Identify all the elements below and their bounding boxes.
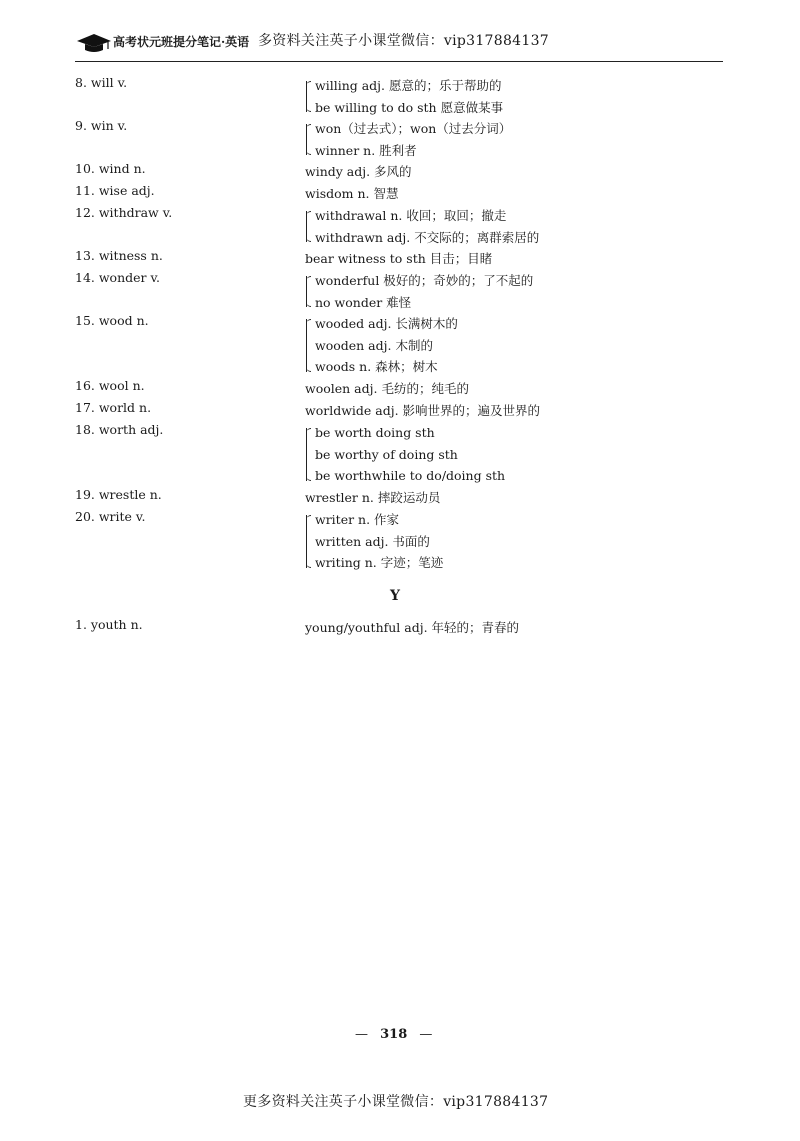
- derived-form: no wonder 难怪: [315, 294, 412, 310]
- derived-form: wisdom n. 智慧: [305, 186, 399, 201]
- derived-forms: [305, 617, 519, 639]
- derived-forms: [305, 161, 412, 183]
- derived-form: withdrawn adj. 不交际的；离群索居的: [315, 229, 540, 245]
- derived-form: be worthy of doing sth: [315, 446, 458, 462]
- derived-forms: [305, 75, 503, 118]
- derived-forms: [305, 183, 398, 205]
- header-promo: 多资料关注英子小课堂微信：vip317884137: [258, 33, 550, 49]
- headword: 1. youth n.: [75, 617, 143, 632]
- derived-form: winner n. 胜利者: [315, 142, 417, 158]
- derived-form: won（过去式）；won（过去分词）: [315, 121, 512, 136]
- derived-forms: [305, 400, 540, 422]
- derived-form: young/youthful adj. 年轻的；青春的: [305, 620, 520, 635]
- derived-form: be worth doing sth: [315, 425, 435, 440]
- headword: 12. withdraw v.: [75, 205, 173, 220]
- headword: 9. win v.: [75, 118, 128, 133]
- derived-forms: [305, 118, 511, 161]
- derived-form: written adj. 书面的: [315, 533, 430, 549]
- derived-form: wrestler n. 摔跤运动员: [305, 490, 441, 505]
- derived-form: writing n. 字迹；笔迹: [315, 555, 444, 570]
- derived-form: writer n. 作家: [315, 512, 400, 527]
- derived-form: willing adj. 愿意的；乐于帮助的: [315, 78, 502, 93]
- headword: 20. write v.: [75, 509, 146, 524]
- headword: 16. wool n.: [75, 378, 145, 393]
- book-title: 高考状元班提分笔记·英语: [113, 35, 250, 49]
- headword: 8. will v.: [75, 75, 128, 90]
- derived-forms: [305, 378, 469, 400]
- derived-forms: [305, 487, 440, 509]
- headword: 17. world n.: [75, 400, 152, 415]
- page-number-value: 318: [380, 1027, 408, 1042]
- derived-forms: [305, 509, 443, 574]
- derived-forms: [305, 422, 505, 487]
- derived-form: be worthwhile to do/doing sth: [315, 468, 506, 483]
- headword: 18. worth adj.: [75, 422, 164, 437]
- derived-form: woolen adj. 毛纺的；纯毛的: [305, 381, 469, 396]
- footer-promo: 更多资料关注英子小课堂微信：vip317884137: [243, 1094, 549, 1110]
- derived-forms: [305, 205, 539, 248]
- graduation-cap-icon: [75, 31, 113, 53]
- page-number: — 318 —: [355, 1027, 433, 1042]
- derived-form: bear witness to sth 目击；目睹: [305, 251, 493, 266]
- derived-form: wonderful 极好的；奇妙的；了不起的: [315, 273, 534, 288]
- headword: 11. wise adj.: [75, 183, 155, 198]
- derived-forms: [305, 270, 533, 313]
- headword: 10. wind n.: [75, 161, 146, 176]
- section-letter: Y: [390, 588, 400, 604]
- headword: 19. wrestle n.: [75, 487, 162, 502]
- derived-form: windy adj. 多风的: [305, 164, 412, 179]
- headword: 13. witness n.: [75, 248, 163, 263]
- derived-form: wooden adj. 木制的: [315, 337, 433, 353]
- derived-form: worldwide adj. 影响世界的；遍及世界的: [305, 403, 541, 418]
- derived-forms: [305, 313, 458, 378]
- header-rule: [75, 61, 723, 62]
- headword: 14. wonder v.: [75, 270, 161, 285]
- page-header: [75, 27, 725, 61]
- headword: 15. wood n.: [75, 313, 149, 328]
- derived-form: wooded adj. 长满树木的: [315, 316, 458, 331]
- derived-form: withdrawal n. 收回；取回；撤走: [315, 208, 507, 223]
- derived-form: be willing to do sth 愿意做某事: [315, 99, 504, 115]
- derived-form: woods n. 森林；树木: [315, 359, 438, 374]
- derived-forms: [305, 248, 492, 270]
